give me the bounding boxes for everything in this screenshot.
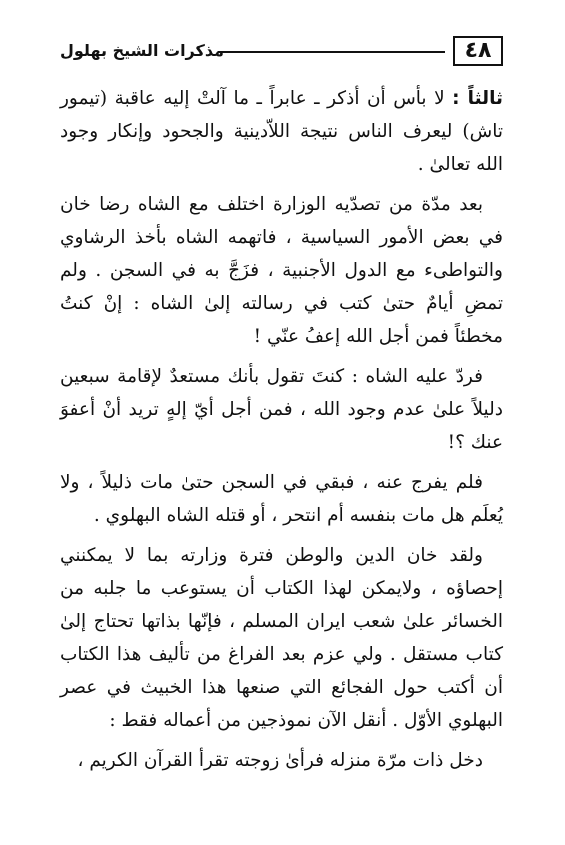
paragraph-1 <box>60 82 503 181</box>
running-title: مذكرات الشيخ بهلول <box>60 41 224 60</box>
paragraph-1-text: لا بأس أن أذكر ـ عابراً ـ ما آلتْ إليه عاقبة (تيمور تاش) ليعرف الناس نتيجة اللاّدينية والجحود وإنكار وجود الله تعالىٰ . <box>60 88 503 175</box>
paragraph-lead-word: ثالثاً : <box>452 88 503 109</box>
page-header <box>60 32 503 68</box>
paragraph-6: دخل ذات مرّة منزله فرأىٰ زوجته تقرأ القرآن الكريم ، <box>77 750 483 771</box>
page-body <box>60 82 503 777</box>
paragraph-4: فلم يفرج عنه ، فبقي في السجن حتىٰ مات ذليلاً ، ولا يُعلَم هل مات بنفسه أم انتحر ، أو قتله الشاه البهلوي . <box>60 472 503 526</box>
paragraph-2: بعد مدّة من تصدّيه الوزارة اختلف مع الشاه رضا خان في بعض الأمور السياسية ، فاتهمه الشاه بأخذ الرشاوي والتواطىء مع الدول الأجنبية ، فزَجَّ به في السجن . ولم تمضِ أيامٌ حتىٰ كتب في رسالته إلىٰ الشاه : إنْ كنتُ مخطئاً فمن أجل الله إعفُ عنّي ! <box>60 194 503 347</box>
paragraph-3: فردّ عليه الشاه : كنتَ تقول بأنك مستعدٌ لإقامة سبعين دليلاً علىٰ عدم وجود الله ، فمن أجل أيّ إلهٍ تريد أنْ أعفوَ عنك ؟! <box>60 366 503 453</box>
header-rule <box>218 51 445 53</box>
page-number: ٤٨ <box>453 36 503 66</box>
paragraph-5: ولقد خان الدين والوطن فترة وزارته بما لا يمكنني إحصاؤه ، ولايمكن لهذا الكتاب أن يستوعب ما جلبه من الخسائر علىٰ شعب ايران المسلم ، فإنّها بذاتها تحتاج إلىٰ كتاب مستقل . ولي عزم بعد الفراغ من تأليف هذا الكتاب أن أكتب حول الفجائع التي صنعها هذا الخبيث في عصر البهلوي الأوّل . أنقل الآن نموذجين من أعماله فقط : <box>60 545 503 731</box>
